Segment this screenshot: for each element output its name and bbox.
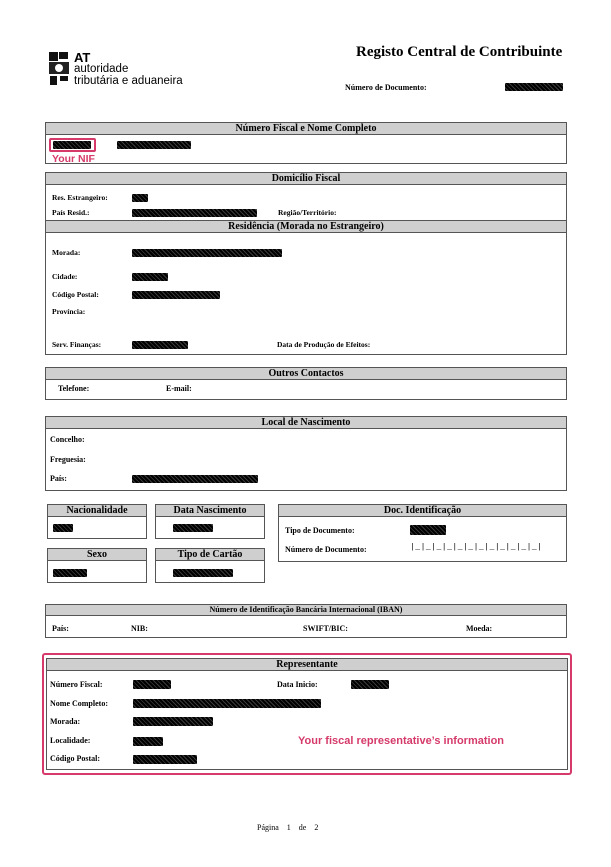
at-emblem-icon [47, 50, 71, 88]
redacted-tipo-cartao [173, 569, 233, 577]
redacted-nacionalidade [53, 524, 73, 532]
pais-resid-label: País Resid.: [52, 208, 90, 217]
res-estrangeiro-label: Res. Estrangeiro: [52, 193, 108, 202]
redacted-pais-resid [132, 209, 257, 217]
redacted-pais-nasc [132, 475, 258, 483]
redacted-rep-data-inicio [351, 680, 389, 689]
redacted-rep-localidade [133, 737, 163, 746]
cidade-label: Cidade: [52, 272, 78, 281]
tipo-documento-label: Tipo de Documento: [285, 526, 355, 535]
rep-numero-fiscal-label: Número Fiscal: [50, 680, 103, 689]
data-nascimento-title: Data Nascimento [155, 504, 265, 517]
footer-pagina: Página [257, 823, 279, 832]
logo-line2: tributária e aduaneira [74, 75, 183, 87]
doc-ident-title: Doc. Identificação [278, 504, 567, 517]
footer-total-pages: 2 [314, 823, 319, 832]
numero-documento-label: Número de Documento: [285, 545, 367, 554]
redacted-nif [53, 141, 91, 149]
rep-codigo-postal-label: Código Postal: [50, 754, 100, 763]
redacted-data-nascimento [173, 524, 213, 532]
morada-label: Morada: [52, 248, 81, 257]
email-label: E-mail: [166, 384, 192, 393]
data-producao-label: Data de Produção de Efeitos: [277, 340, 371, 349]
redacted-rep-morada [133, 717, 213, 726]
representante-section [46, 658, 568, 770]
redacted-cidade [132, 273, 168, 281]
provincia-label: Província: [52, 307, 86, 316]
sexo-title: Sexo [47, 548, 147, 561]
redacted-codigo-postal [132, 291, 220, 299]
page-title: Registo Central de Contribuinte [356, 44, 563, 60]
telefone-label: Telefone: [58, 384, 90, 393]
redacted-full-name [117, 141, 191, 149]
swift-label: SWIFT/BIC: [303, 624, 348, 633]
logo-line1: autoridade [74, 63, 129, 75]
rep-nome-label: Nome Completo: [50, 699, 108, 708]
redacted-doc-number [505, 83, 563, 91]
redacted-rep-nif [133, 680, 171, 689]
redacted-sexo [53, 569, 87, 577]
nib-label: NIB: [131, 624, 148, 633]
redacted-serv-financas [132, 341, 188, 349]
serv-financas-label: Serv. Finanças: [52, 340, 102, 349]
footer-de: de [298, 823, 307, 832]
iban-title: Número de Identificação Bancária Internacional (IBAN) [45, 604, 567, 616]
nif-annotation: Your NIF [52, 153, 95, 165]
rep-morada-label: Morada: [50, 717, 81, 726]
redacted-rep-codigo-postal [133, 755, 197, 764]
iban-pais-label: País: [52, 624, 69, 633]
redacted-tipo-documento [410, 525, 446, 535]
regiao-label: Região/Território: [278, 208, 337, 217]
nacionalidade-title: Nacionalidade [47, 504, 147, 517]
footer-page-number: 1 [286, 823, 291, 832]
domicilio-section [45, 172, 567, 355]
residencia-title: Residência (Morada no Estrangeiro) [45, 220, 567, 233]
moeda-label: Moeda: [466, 624, 493, 633]
codigo-postal-label: Código Postal: [52, 290, 99, 299]
representante-annotation: Your fiscal representative’s information [298, 735, 505, 747]
page-footer [257, 823, 318, 832]
at-logo [47, 50, 71, 88]
freguesia-label: Freguesia: [50, 455, 86, 464]
logo-at: AT [74, 50, 91, 65]
domicilio-title: Domicílio Fiscal [45, 172, 567, 185]
tipo-cartao-title: Tipo de Cartão [155, 548, 265, 561]
pais-nasc-label: País: [50, 474, 67, 483]
numero-documento-value: |_|_|_|_|_|_|_|_|_|_|_|_| [410, 543, 543, 552]
rep-data-inicio-label: Data Inicio: [277, 680, 318, 689]
redacted-rep-nome [133, 699, 321, 708]
contactos-title: Outros Contactos [45, 367, 567, 380]
redacted-morada [132, 249, 282, 257]
redacted-res-estrangeiro [132, 194, 148, 202]
nif-section-title: Número Fiscal e Nome Completo [45, 122, 567, 135]
rep-localidade-label: Localidade: [50, 736, 91, 745]
representante-title: Representante [46, 658, 568, 671]
doc-number-label: Número de Documento: [345, 83, 427, 92]
nascimento-title: Local de Nascimento [45, 416, 567, 429]
concelho-label: Concelho: [50, 435, 85, 444]
